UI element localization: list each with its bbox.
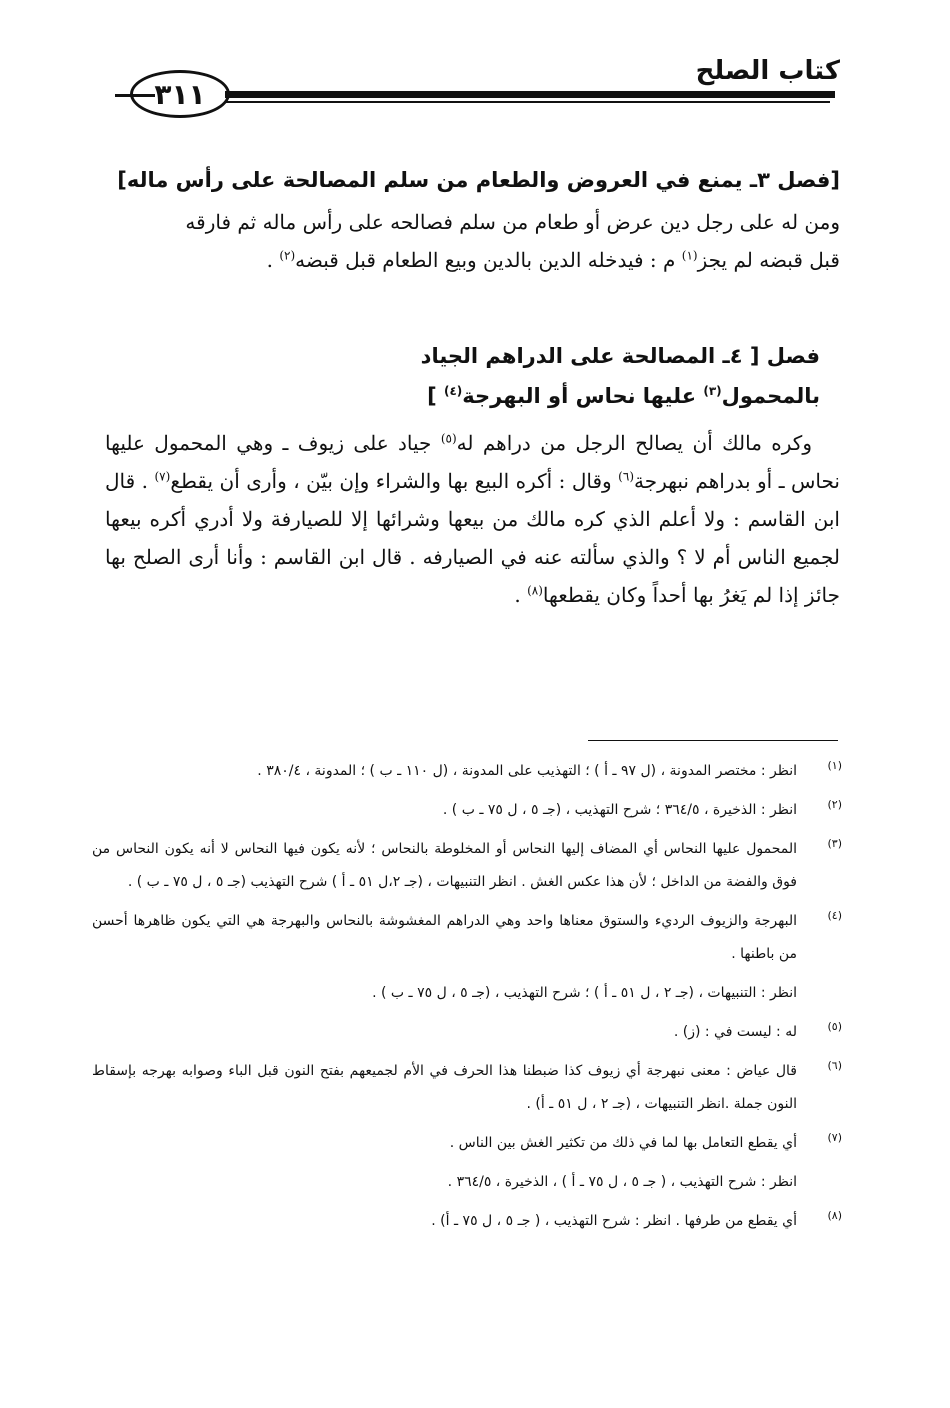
section-4-heading-text: عليها نحاس أو البهرجة — [462, 384, 704, 408]
footnote — [92, 977, 842, 1010]
footnote-ref: (٢) — [279, 248, 296, 263]
footnote-ref: (٣) — [703, 384, 722, 398]
page-number: ٣١١ — [130, 70, 230, 118]
footnote-text: البهرجة والزيوف الرديء والستوق معناها واحد وهي الدراهم المغشوشة بالنحاس والبهرجة هي التي يكون ظاهرها أحسن من باطنها . — [92, 913, 797, 962]
section-4-text: وقال : أكره البيع بها والشراء وإن بيّن ، وأرى أن يقطع — [170, 469, 619, 493]
footnote-number: (٤) — [827, 909, 842, 922]
footnote-text: أي يقطع من طرفها . انظر : شرح التهذيب ، ( جـ ٥ ، ل ٧٥ ـ أ) . — [431, 1213, 797, 1229]
footnote-ref: (٧) — [154, 469, 171, 484]
footnote-text: انظر : مختصر المدونة ، (ل ٩٧ ـ أ ) ؛ التهذيب على المدونة ، (ل ١١٠ ـ ب ) ؛ المدونة ، ٣٨٠/٤ . — [257, 763, 797, 779]
section-4-text: . قال ابن القاسم : ولا أعلم الذي كره مالك من بيعها وشرائها إلا للصيارفة ولا أدري أكره بيعها لجميع الناس أم لا ؟ والذي سألته عنه في الصيارفه . قال ابن القاسم : وأنا أرى الصلح بها جائز إذا لم يَغرُ بها أحداً وكان يقطعها — [105, 469, 840, 607]
footnote — [92, 1127, 842, 1160]
footnote-number: (٦) — [827, 1059, 842, 1072]
footnote — [92, 833, 842, 899]
footnote-number: (٧) — [827, 1131, 842, 1144]
section-4-body — [105, 424, 840, 614]
footnotes — [92, 755, 842, 1244]
footnote-number — [797, 1166, 842, 1170]
footnote-number: (١) — [827, 759, 842, 772]
footnote-number — [797, 977, 842, 981]
footnote-number: (٨) — [827, 1209, 842, 1222]
footnote-separator — [588, 740, 838, 741]
running-head: كتاب الصلح — [695, 56, 840, 86]
section-4-text: وكره مالك أن يصالح الرجل من دراهم له — [456, 431, 812, 455]
footnote — [92, 755, 842, 788]
footnote-ref: (٨) — [527, 583, 543, 598]
footnote — [92, 794, 842, 827]
footnote-text: له : ليست في : (ز) . — [673, 1024, 797, 1040]
section-3-text: . — [266, 248, 280, 272]
section-3-text: قبل قبضه لم يجز — [697, 248, 840, 272]
section-3-line: ومن له على رجل دين عرض أو طعام من سلم فصالحه على رأس ماله ثم فارقه — [185, 210, 840, 234]
section-3-text: م : فيدخله الدين بالدين وبيع الطعام قبل قبضه — [295, 248, 682, 272]
footnote — [92, 1205, 842, 1238]
footnote-text: انظر : التنبيهات ، (جـ ٢ ، ل ٥١ ـ أ ) ؛ شرح التهذيب ، (جـ ٥ ، ل ٧٥ ـ ب ) . — [372, 985, 797, 1001]
section-4-text: . — [514, 583, 528, 607]
section-3-body — [110, 203, 840, 279]
footnote-ref: (١) — [681, 248, 698, 263]
footnote-text: أي يقطع التعامل بها لما في ذلك من تكثير الغش بين الناس . — [449, 1135, 797, 1151]
footnote-ref: (٤) — [443, 384, 463, 398]
footnote-number: (٢) — [827, 798, 842, 811]
footnote-text: قال عياض : معنى نبهرجة أي زيوف كذا ضبطنا هذا الحرف في الأم لجميعهم بفتح النون قبل الباء وصوابه بهرجه بإسقاط النون جملة .انظر التنبيهات ، (جـ ٢ ، ل ٥١ ـ أ) . — [92, 1063, 797, 1112]
section-3-heading: [فصل ٣ـ يمنع في العروض والطعام من سلم المصالحة على رأس ماله] — [117, 168, 840, 192]
footnote — [92, 1166, 842, 1199]
footnote-number: (٥) — [827, 1020, 842, 1033]
footnote-number: (٣) — [827, 837, 842, 850]
footnote-ref: (٦) — [618, 469, 634, 484]
footnote-text: انظر : شرح التهذيب ، ( جـ ٥ ، ل ٧٥ ـ أ ) ، الذخيرة ، ٣٦٤/٥ . — [447, 1174, 797, 1190]
footnote — [92, 905, 842, 971]
section-4-text: جياد على زيوف ـ وهي المحمول عليها نحاس ـ أو بدراهم نبهرجة — [105, 431, 841, 493]
footnote-text: انظر : الذخيرة ، ٣٦٤/٥ ؛ شرح التهذيب ، (جـ ٥ ، ل ٧٥ ـ ب ) . — [442, 802, 797, 818]
header-rule — [225, 91, 835, 98]
footnote — [92, 1016, 842, 1049]
section-4-heading-text: فصل [ ٤ـ المصالحة على الدراهم الجياد بالمحمول — [420, 344, 820, 408]
header-rule-thin — [225, 101, 830, 103]
section-4-heading — [390, 336, 820, 416]
section-4-heading-text: ] — [427, 384, 444, 408]
footnote-text: المحمول عليها النحاس أي المضاف إليها النحاس أو المخلوطة بالنحاس ؛ لأنه يكون فيها النحاس لا أنه يكون النحاس من فوق والفضة من الداخل ؛ لأن هذا عكس الغش . انظر التنبيهات ، (جـ ٢،ل ٥١ ـ أ ) شرح التهذيب (جـ ٥ ، ل ٧٥ ـ ب ) . — [92, 841, 797, 890]
footnote-ref: (٥) — [440, 431, 457, 446]
page-header — [0, 0, 950, 140]
footnote — [92, 1055, 842, 1121]
